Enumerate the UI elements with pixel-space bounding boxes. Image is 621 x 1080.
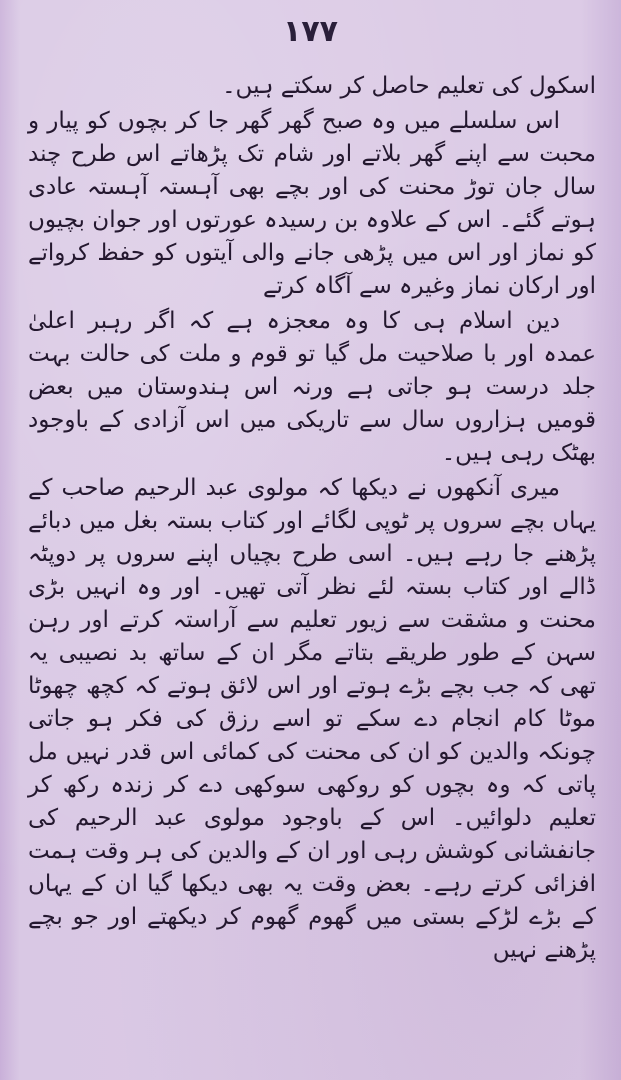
paragraph: میری آنکھوں نے دیکھا کہ مولوی عبد الرحیم صاحب کے یہاں بچے سروں پر ٹوپی لگائے اور کتاب بستہ بغل میں دبائے پڑھنے جا رہے ہیں۔ اسی طرح بچیاں اپنے سروں پر دوپٹہ ڈالے اور کتاب بستہ لئے نظر آتی تھیں۔ اور وہ انہیں بڑی محنت و مشقت سے زیور تعلیم سے آراستہ کرتے اور رہن سہن کے طور طریقے بتاتے مگر ان کے ساتھ بد نصیبی یہ تھی کہ جب بچے بڑے ہوتے اور اس لائق ہوتے کہ کچھ چھوٹا موٹا کام انجام دے سکے تو اسے رزق کی فکر ہو جاتی چونکہ والدین کو ان کی محنت کی کمائی اس قدر نہیں مل پاتی کہ وہ بچوں کو روکھی سوکھی دے کر زندہ رکھ کر تعلیم دلوائیں۔ اس کے باوجود مولوی عبد الرحیم کی جانفشانی کوشش رہی اور ان کے والدین کی ہر وقت ہمت افزائی کرتے رہے۔ بعض وقت یہ بھی دیکھا گیا ان کے یہاں کے بڑے لڑکے بستی میں گھوم گھوم کر دیکھتے اور جو بچے پڑھنے نہیں (28, 475, 596, 963)
paragraph: اس سلسلے میں وہ صبح گھر گھر جا کر بچوں کو پیار و محبت سے اپنے گھر بلاتے اور شام تک پڑھاتے اس طرح چند سال جان توڑ محنت کی اور بچے بھی آہستہ آہستہ عادی ہوتے گئے۔ اس کے علاوہ بن رسیدہ عورتوں اور جوان بچیوں کو نماز اور اس میں پڑھی جانے والی آیتوں کو حفظ کرواتے اور ارکان نماز وغیرہ سے آگاہ کرتے (28, 108, 596, 299)
page-number: ۱۷۷ (283, 14, 338, 49)
paragraph: اسکول کی تعلیم حاصل کر سکتے ہیں۔ (222, 73, 596, 99)
body-text (28, 70, 596, 969)
paragraph: دین اسلام ہی کا وہ معجزہ ہے کہ اگر رہبر اعلیٰ عمدہ اور با صلاحیت مل گیا تو قوم و ملت کی حالت بہت جلد درست ہو جاتی ہے ورنہ اس ہندوستان میں بعض قومیں ہزاروں سال سے تاریکی میں اس آزادی کے باوجود بھٹک رہی ہیں۔ (28, 308, 596, 466)
